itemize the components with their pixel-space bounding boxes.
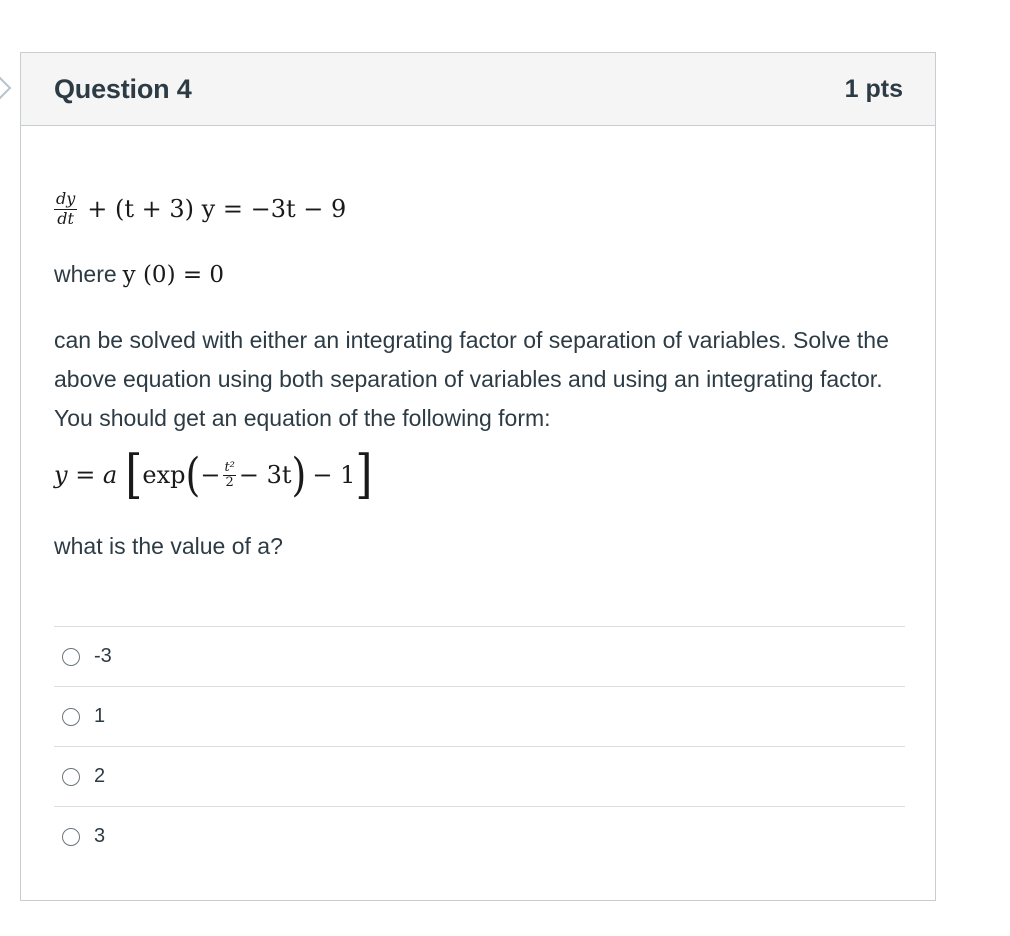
form-tail: − 1 bbox=[312, 461, 356, 489]
question-title: Question 4 bbox=[54, 73, 192, 104]
right-paren: ) bbox=[291, 448, 307, 502]
answer-label[interactable]: 1 bbox=[94, 705, 106, 727]
condition-math: y (0) = 0 bbox=[122, 262, 225, 288]
radio-button[interactable] bbox=[62, 828, 80, 846]
answer-option[interactable] bbox=[54, 806, 905, 866]
radio-button[interactable] bbox=[62, 648, 80, 666]
question-card bbox=[20, 52, 936, 901]
chevron-right-icon[interactable] bbox=[0, 77, 11, 100]
t-squared-num: t² bbox=[224, 459, 235, 475]
answer-label[interactable]: 3 bbox=[94, 825, 106, 847]
answer-label[interactable]: 2 bbox=[94, 765, 106, 787]
answer-option[interactable] bbox=[54, 686, 905, 746]
answer-option[interactable] bbox=[54, 626, 905, 686]
derivative-numerator: dy bbox=[56, 189, 76, 208]
derivative-denominator: dt bbox=[57, 208, 74, 228]
form-exp: exp bbox=[142, 461, 186, 489]
answer-list bbox=[54, 626, 905, 866]
derivative-fraction bbox=[54, 191, 77, 228]
form-minus: − bbox=[200, 461, 221, 489]
form-term: − 3t bbox=[238, 461, 292, 489]
radio-button[interactable] bbox=[62, 708, 80, 726]
where-word: where bbox=[54, 261, 117, 287]
differential-equation bbox=[54, 191, 346, 228]
equation-rest: + (t + 3) y = −3t − 9 bbox=[87, 195, 347, 224]
initial-condition bbox=[54, 261, 224, 288]
right-bracket: ] bbox=[355, 443, 373, 505]
left-bracket: [ bbox=[125, 443, 143, 505]
question-paragraph: can be solved with either an integrating factor of separation of variables. Solve the above equation using both separation of variables and using an integrating factor. You should get an equation of the following form: bbox=[54, 327, 889, 431]
question-header bbox=[21, 53, 935, 126]
form-lhs: y = a bbox=[54, 461, 118, 489]
question-prompt: what is the value of a? bbox=[54, 533, 283, 559]
solution-form bbox=[54, 443, 373, 505]
t-squared-den: 2 bbox=[225, 474, 234, 490]
question-points: 1 pts bbox=[844, 74, 903, 103]
t-squared-fraction bbox=[223, 461, 235, 489]
radio-button[interactable] bbox=[62, 768, 80, 786]
answer-option[interactable] bbox=[54, 746, 905, 806]
answer-label[interactable]: -3 bbox=[94, 645, 112, 667]
left-paren: ( bbox=[185, 448, 201, 502]
